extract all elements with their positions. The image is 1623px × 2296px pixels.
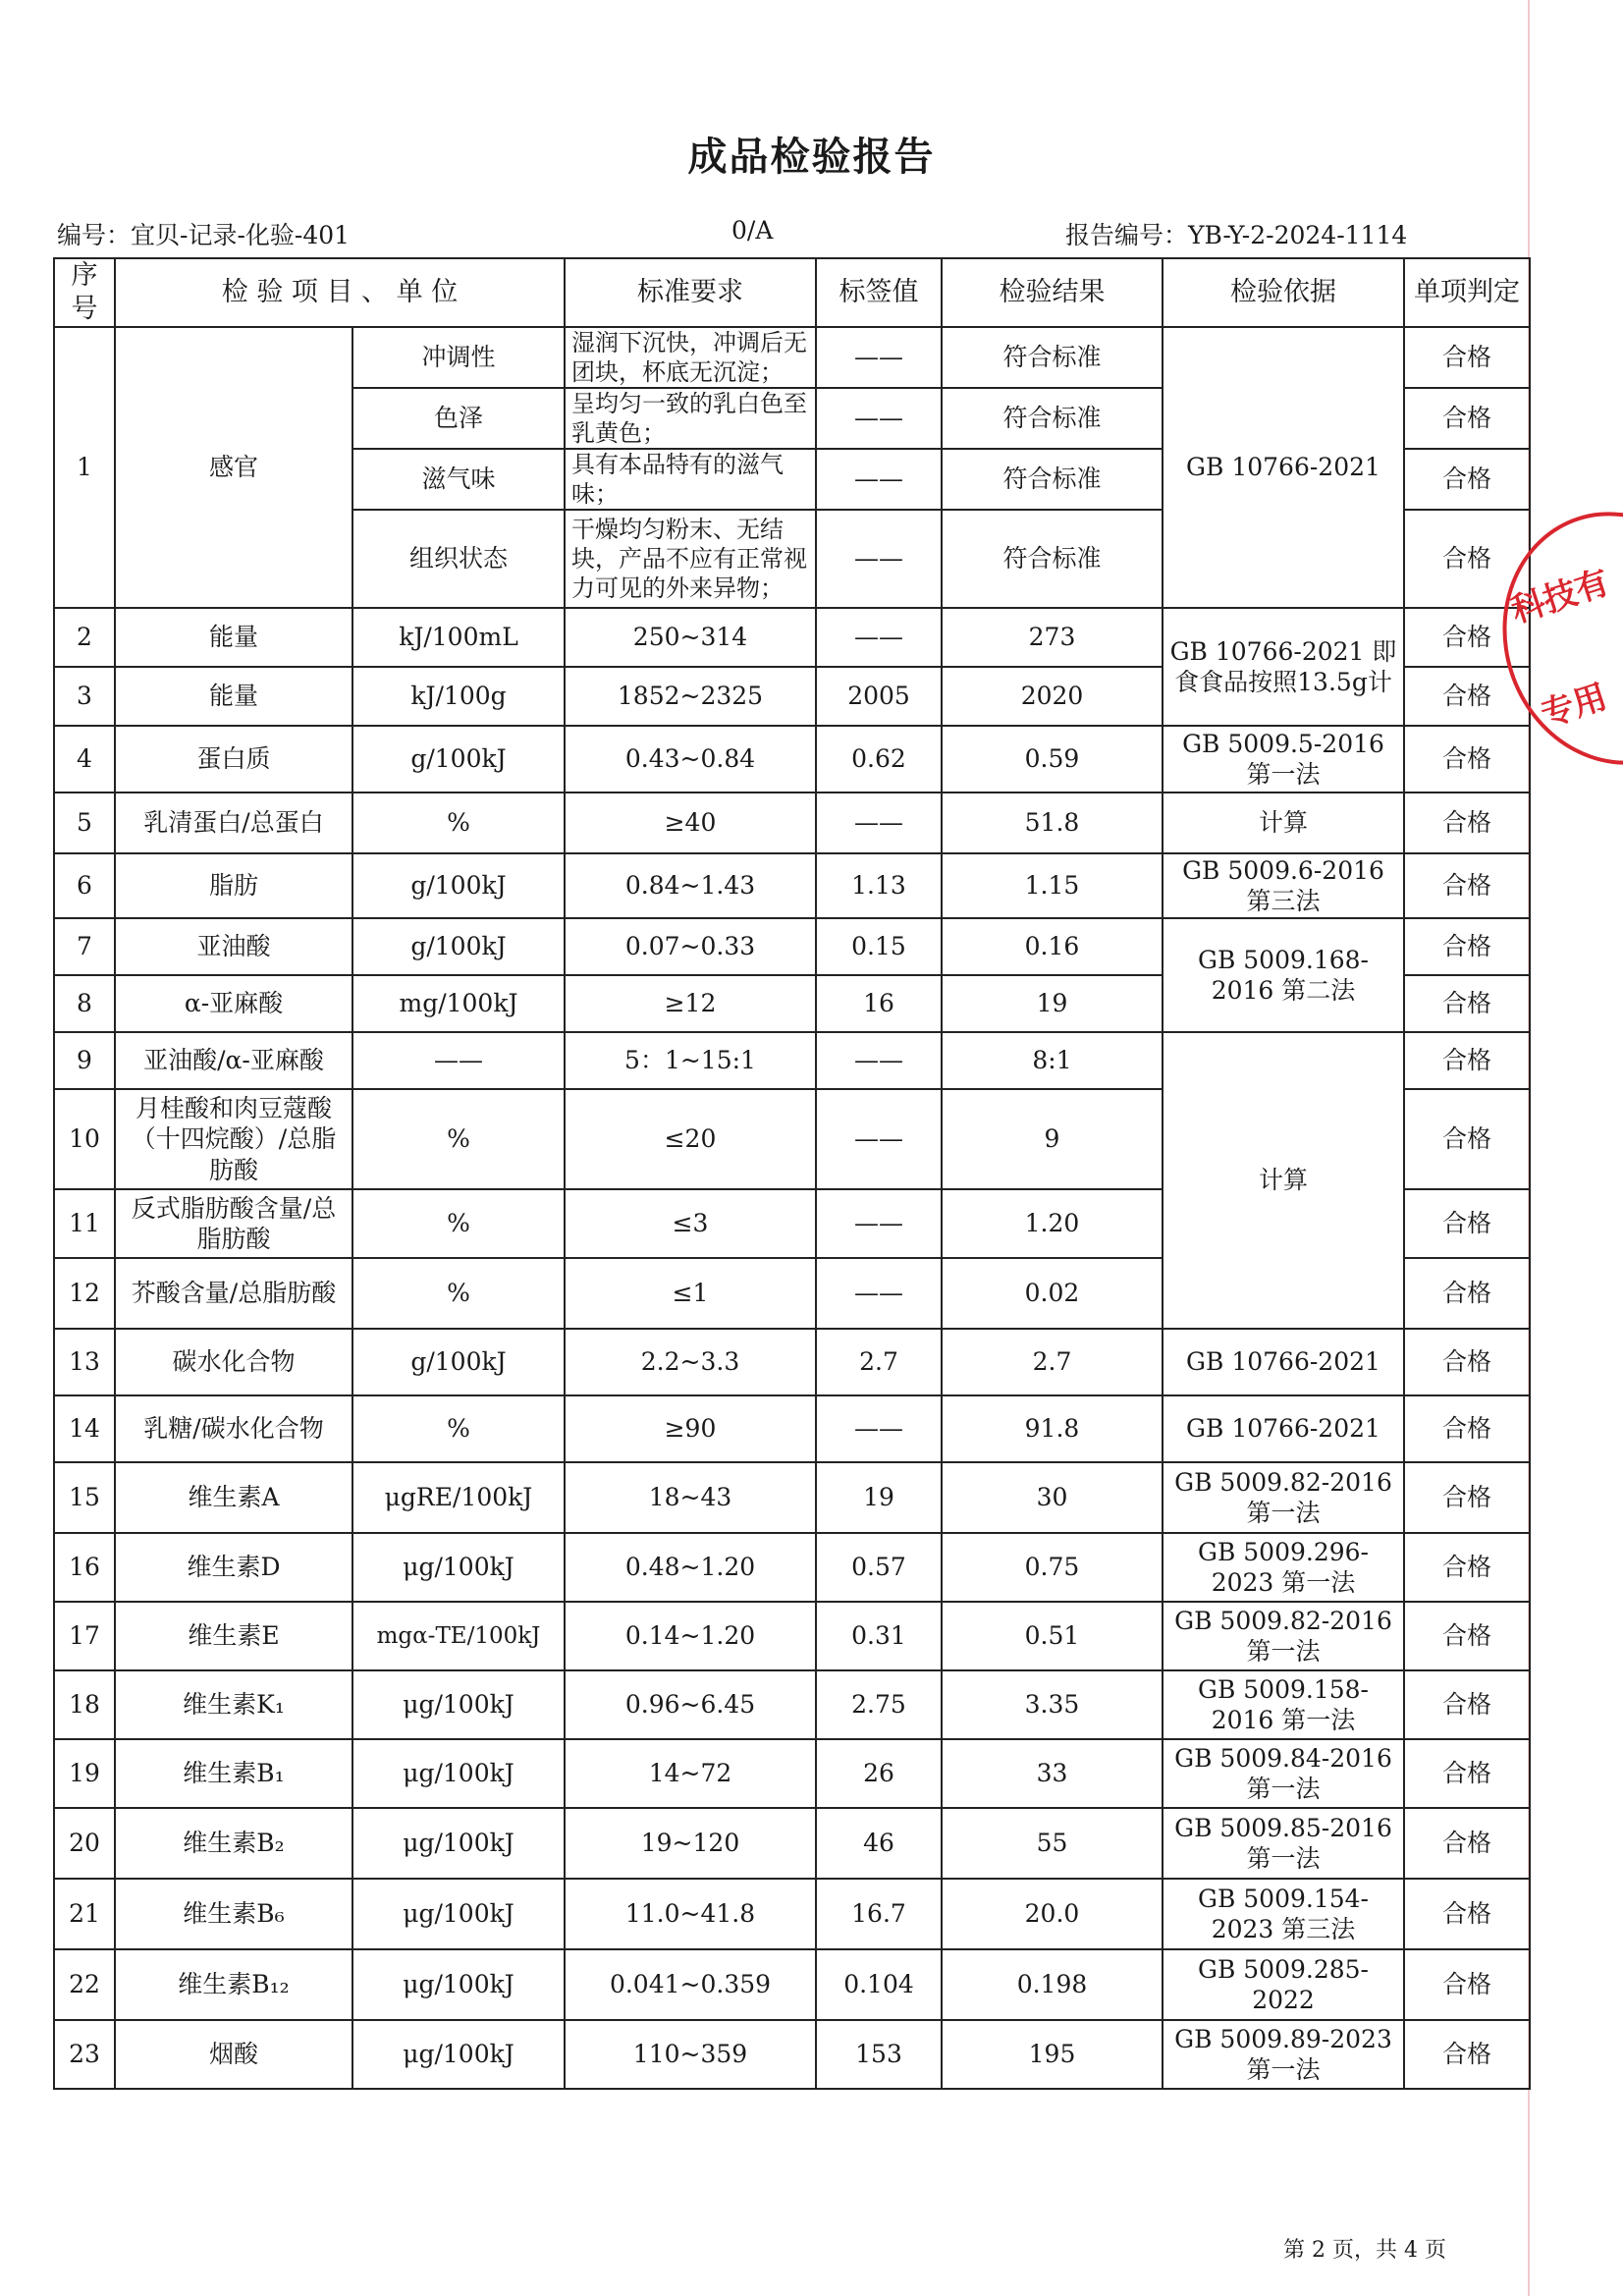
row-no: 20 xyxy=(54,1808,115,1879)
row-result: 19 xyxy=(942,975,1163,1032)
row-unit: kJ/100g xyxy=(352,667,565,726)
row-label-value: —— xyxy=(816,1089,942,1189)
row-item-group: 感官 xyxy=(115,327,352,608)
row-unit: % xyxy=(352,1258,565,1329)
row-unit: mg/100kJ xyxy=(352,975,565,1032)
table-row xyxy=(54,1949,1530,2020)
row-item: 维生素B₆ xyxy=(115,1879,352,1949)
row-no: 18 xyxy=(54,1670,115,1739)
row-label-value: —— xyxy=(816,449,942,510)
row-judgement: 合格 xyxy=(1404,1739,1530,1808)
row-no: 5 xyxy=(54,793,115,853)
table-row xyxy=(54,1329,1530,1395)
row-label-value: —— xyxy=(816,510,942,608)
row-basis: GB 10766-2021 即食食品按照13.5g计 xyxy=(1163,608,1404,726)
row-result: 33 xyxy=(942,1739,1163,1808)
row-result: 51.8 xyxy=(942,793,1163,853)
row-label-value: —— xyxy=(816,388,942,449)
row-result: 3.35 xyxy=(942,1670,1163,1739)
row-result: 0.51 xyxy=(942,1602,1163,1670)
row-basis: GB 5009.84-2016 第一法 xyxy=(1163,1739,1404,1808)
row-no: 21 xyxy=(54,1879,115,1949)
row-item: 脂肪 xyxy=(115,853,352,918)
row-unit: g/100kJ xyxy=(352,918,565,975)
table-row xyxy=(54,1602,1530,1670)
row-no: 22 xyxy=(54,1949,115,2020)
row-standard: 湿润下沉快，冲调后无团块，杯底无沉淀； xyxy=(565,327,816,388)
row-basis: GB 5009.85-2016 第一法 xyxy=(1163,1808,1404,1879)
row-judgement: 合格 xyxy=(1404,608,1530,667)
row-result: 2020 xyxy=(942,667,1163,726)
row-standard: 0.041~0.359 xyxy=(565,1949,816,2020)
row-judgement: 合格 xyxy=(1404,1808,1530,1879)
row-judgement: 合格 xyxy=(1404,388,1530,449)
row-item: 乳糖/碳水化合物 xyxy=(115,1395,352,1462)
row-subitem: 色泽 xyxy=(352,388,565,449)
table-row xyxy=(54,1879,1530,1949)
row-standard: 具有本品特有的滋气味； xyxy=(565,449,816,510)
row-result: 0.75 xyxy=(942,1533,1163,1602)
row-judgement: 合格 xyxy=(1404,1462,1530,1533)
row-item: 维生素B₁₂ xyxy=(115,1949,352,2020)
row-unit: % xyxy=(352,1189,565,1258)
table-row xyxy=(54,1032,1530,1089)
row-unit: μg/100kJ xyxy=(352,1670,565,1739)
row-standard: 0.14~1.20 xyxy=(565,1602,816,1670)
table-row xyxy=(54,726,1530,793)
row-unit: % xyxy=(352,793,565,853)
row-no: 10 xyxy=(54,1089,115,1189)
header-standard: 标准要求 xyxy=(565,258,816,327)
row-label-value: 1.13 xyxy=(816,853,942,918)
row-label-value: 16.7 xyxy=(816,1879,942,1949)
report-number: 报告编号：YB-Y-2-2024-1114 xyxy=(1065,221,1408,249)
row-result: 8:1 xyxy=(942,1032,1163,1089)
row-result: 0.16 xyxy=(942,918,1163,975)
row-standard: 0.43~0.84 xyxy=(565,726,816,793)
row-judgement: 合格 xyxy=(1404,1533,1530,1602)
row-unit: % xyxy=(352,1089,565,1189)
row-standard: ≥90 xyxy=(565,1395,816,1462)
header-item: 检 验 项 目 、 单 位 xyxy=(115,258,565,327)
row-label-value: 0.15 xyxy=(816,918,942,975)
row-item: 维生素K₁ xyxy=(115,1670,352,1739)
row-no: 15 xyxy=(54,1462,115,1533)
row-item: 维生素B₁ xyxy=(115,1739,352,1808)
row-unit: μg/100kJ xyxy=(352,2020,565,2089)
row-label-value: —— xyxy=(816,327,942,388)
row-item: 维生素B₂ xyxy=(115,1808,352,1879)
table-row xyxy=(54,1739,1530,1808)
row-item: 反式脂肪酸含量/总脂肪酸 xyxy=(115,1189,352,1258)
row-label-value: 2.7 xyxy=(816,1329,942,1395)
row-unit: μg/100kJ xyxy=(352,1949,565,2020)
row-no: 23 xyxy=(54,2020,115,2089)
row-unit: g/100kJ xyxy=(352,1329,565,1395)
row-label-value: 19 xyxy=(816,1462,942,1533)
row-judgement: 合格 xyxy=(1404,1329,1530,1395)
row-result: 0.59 xyxy=(942,726,1163,793)
row-standard: 18~43 xyxy=(565,1462,816,1533)
row-unit: g/100kJ xyxy=(352,853,565,918)
row-basis: GB 5009.82-2016 第一法 xyxy=(1163,1602,1404,1670)
row-label-value: 26 xyxy=(816,1739,942,1808)
row-result: 符合标准 xyxy=(942,449,1163,510)
row-judgement: 合格 xyxy=(1404,1032,1530,1089)
report-title: 成品检验报告 xyxy=(687,134,936,180)
row-item: 月桂酸和肉豆蔻酸（十四烷酸）/总脂肪酸 xyxy=(115,1089,352,1189)
row-result: 273 xyxy=(942,608,1163,667)
row-label-value: 0.57 xyxy=(816,1533,942,1602)
row-subitem: 组织状态 xyxy=(352,510,565,608)
row-item: 亚油酸/α-亚麻酸 xyxy=(115,1032,352,1089)
row-judgement: 合格 xyxy=(1404,1395,1530,1462)
row-label-value: 2.75 xyxy=(816,1670,942,1739)
header-no: 序号 xyxy=(54,258,115,327)
row-basis: GB 5009.154-2023 第三法 xyxy=(1163,1879,1404,1949)
row-label-value: —— xyxy=(816,608,942,667)
row-unit: kJ/100mL xyxy=(352,608,565,667)
row-label-value: 0.62 xyxy=(816,726,942,793)
row-label-value: 46 xyxy=(816,1808,942,1879)
row-result: 符合标准 xyxy=(942,388,1163,449)
row-result: 91.8 xyxy=(942,1395,1163,1462)
row-item: 能量 xyxy=(115,608,352,667)
row-unit: μg/100kJ xyxy=(352,1808,565,1879)
row-judgement: 合格 xyxy=(1404,449,1530,510)
table-row xyxy=(54,1670,1530,1739)
page-number: 第 2 页，共 4 页 xyxy=(1283,2238,1446,2263)
row-label-value: 2005 xyxy=(816,667,942,726)
row-result: 1.15 xyxy=(942,853,1163,918)
table-row xyxy=(54,1462,1530,1533)
document-version: 0/A xyxy=(731,216,774,245)
row-standard: ≥12 xyxy=(565,975,816,1032)
row-standard: 干燥均匀粉末、无结块，产品不应有正常视力可见的外来异物； xyxy=(565,510,816,608)
row-result: 符合标准 xyxy=(942,327,1163,388)
row-no: 1 xyxy=(54,327,115,608)
row-no: 16 xyxy=(54,1533,115,1602)
row-subitem: 滋气味 xyxy=(352,449,565,510)
row-result: 符合标准 xyxy=(942,510,1163,608)
row-result: 2.7 xyxy=(942,1329,1163,1395)
row-item: 蛋白质 xyxy=(115,726,352,793)
row-no: 8 xyxy=(54,975,115,1032)
row-basis: 计算 xyxy=(1163,1032,1404,1329)
row-no: 6 xyxy=(54,853,115,918)
seal-text-top: 科技有 xyxy=(1506,563,1614,631)
row-result: 30 xyxy=(942,1462,1163,1533)
row-standard: 14~72 xyxy=(565,1739,816,1808)
row-basis: 计算 xyxy=(1163,793,1404,853)
row-standard: 110~359 xyxy=(565,2020,816,2089)
row-judgement: 合格 xyxy=(1404,853,1530,918)
row-basis: GB 5009.82-2016 第一法 xyxy=(1163,1462,1404,1533)
row-standard: 250~314 xyxy=(565,608,816,667)
row-label-value: —— xyxy=(816,1395,942,1462)
row-item: 维生素A xyxy=(115,1462,352,1533)
row-standard: ≤1 xyxy=(565,1258,816,1329)
row-basis: GB 5009.285-2022 xyxy=(1163,1949,1404,2020)
table-row xyxy=(54,918,1530,975)
row-item: 亚油酸 xyxy=(115,918,352,975)
table-row xyxy=(54,853,1530,918)
inspection-table xyxy=(53,257,1531,2090)
row-basis: GB 10766-2021 xyxy=(1163,1395,1404,1462)
row-standard: 2.2~3.3 xyxy=(565,1329,816,1395)
row-basis: GB 10766-2021 xyxy=(1163,327,1404,608)
row-standard: 0.48~1.20 xyxy=(565,1533,816,1602)
row-judgement: 合格 xyxy=(1404,327,1530,388)
row-judgement: 合格 xyxy=(1404,1949,1530,2020)
row-judgement: 合格 xyxy=(1404,1879,1530,1949)
row-basis: GB 5009.6-2016 第三法 xyxy=(1163,853,1404,918)
row-unit: μg/100kJ xyxy=(352,1879,565,1949)
row-unit: g/100kJ xyxy=(352,726,565,793)
row-judgement: 合格 xyxy=(1404,1670,1530,1739)
row-judgement: 合格 xyxy=(1404,1258,1530,1329)
row-standard: 11.0~41.8 xyxy=(565,1879,816,1949)
seal-text-bottom: 专用 xyxy=(1536,677,1612,736)
row-no: 12 xyxy=(54,1258,115,1329)
row-judgement: 合格 xyxy=(1404,667,1530,726)
row-standard: 呈均匀一致的乳白色至乳黄色； xyxy=(565,388,816,449)
row-standard: 1852~2325 xyxy=(565,667,816,726)
row-subitem: 冲调性 xyxy=(352,327,565,388)
row-result: 1.20 xyxy=(942,1189,1163,1258)
row-item: α-亚麻酸 xyxy=(115,975,352,1032)
table-header-row xyxy=(54,258,1530,327)
row-item: 维生素E xyxy=(115,1602,352,1670)
row-standard: 0.96~6.45 xyxy=(565,1670,816,1739)
row-judgement: 合格 xyxy=(1404,726,1530,793)
row-standard: ≥40 xyxy=(565,793,816,853)
row-label-value: —— xyxy=(816,1189,942,1258)
row-no: 13 xyxy=(54,1329,115,1395)
row-item: 能量 xyxy=(115,667,352,726)
document-number: 编号：宜贝-记录-化验-401 xyxy=(57,221,351,249)
row-item: 芥酸含量/总脂肪酸 xyxy=(115,1258,352,1329)
row-no: 14 xyxy=(54,1395,115,1462)
row-basis: GB 5009.158-2016 第一法 xyxy=(1163,1670,1404,1739)
row-standard: ≤20 xyxy=(565,1089,816,1189)
row-item: 烟酸 xyxy=(115,2020,352,2089)
row-result: 20.0 xyxy=(942,1879,1163,1949)
row-judgement: 合格 xyxy=(1404,2020,1530,2089)
row-item: 碳水化合物 xyxy=(115,1329,352,1395)
row-no: 3 xyxy=(54,667,115,726)
row-label-value: —— xyxy=(816,1032,942,1089)
row-judgement: 合格 xyxy=(1404,1602,1530,1670)
row-basis: GB 5009.89-2023 第一法 xyxy=(1163,2020,1404,2089)
row-judgement: 合格 xyxy=(1404,510,1530,608)
row-basis: GB 10766-2021 xyxy=(1163,1329,1404,1395)
table-row xyxy=(54,793,1530,853)
table-row xyxy=(54,327,1530,388)
row-label-value: —— xyxy=(816,1258,942,1329)
table-row xyxy=(54,1808,1530,1879)
row-item: 维生素D xyxy=(115,1533,352,1602)
row-basis: GB 5009.296-2023 第一法 xyxy=(1163,1533,1404,1602)
row-no: 7 xyxy=(54,918,115,975)
row-standard: 5：1~15:1 xyxy=(565,1032,816,1089)
row-judgement: 合格 xyxy=(1404,793,1530,853)
row-result: 195 xyxy=(942,2020,1163,2089)
row-unit: % xyxy=(352,1395,565,1462)
row-no: 9 xyxy=(54,1032,115,1089)
row-basis: GB 5009.168-2016 第二法 xyxy=(1163,918,1404,1032)
row-unit: —— xyxy=(352,1032,565,1089)
header-judgement: 单项判定 xyxy=(1404,258,1530,327)
row-standard: 19~120 xyxy=(565,1808,816,1879)
row-judgement: 合格 xyxy=(1404,918,1530,975)
table-row xyxy=(54,608,1530,667)
row-no: 2 xyxy=(54,608,115,667)
row-standard: 0.84~1.43 xyxy=(565,853,816,918)
row-unit: μg/100kJ xyxy=(352,1533,565,1602)
header-label-value: 标签值 xyxy=(816,258,942,327)
row-result: 9 xyxy=(942,1089,1163,1189)
row-no: 17 xyxy=(54,1602,115,1670)
row-result: 0.198 xyxy=(942,1949,1163,2020)
row-label-value: 16 xyxy=(816,975,942,1032)
row-label-value: 0.104 xyxy=(816,1949,942,2020)
table-row xyxy=(54,1533,1530,1602)
row-unit: μgRE/100kJ xyxy=(352,1462,565,1533)
row-result: 55 xyxy=(942,1808,1163,1879)
row-no: 4 xyxy=(54,726,115,793)
table-row xyxy=(54,1395,1530,1462)
row-label-value: 153 xyxy=(816,2020,942,2089)
table-row xyxy=(54,2020,1530,2089)
row-standard: 0.07~0.33 xyxy=(565,918,816,975)
row-judgement: 合格 xyxy=(1404,1189,1530,1258)
row-label-value: —— xyxy=(816,793,942,853)
row-no: 11 xyxy=(54,1189,115,1258)
row-judgement: 合格 xyxy=(1404,975,1530,1032)
row-label-value: 0.31 xyxy=(816,1602,942,1670)
row-item: 乳清蛋白/总蛋白 xyxy=(115,793,352,853)
row-standard: ≤3 xyxy=(565,1189,816,1258)
row-basis: GB 5009.5-2016 第一法 xyxy=(1163,726,1404,793)
row-result: 0.02 xyxy=(942,1258,1163,1329)
row-unit: μg/100kJ xyxy=(352,1739,565,1808)
row-no: 19 xyxy=(54,1739,115,1808)
header-basis: 检验依据 xyxy=(1163,258,1404,327)
header-result: 检验结果 xyxy=(942,258,1163,327)
row-judgement: 合格 xyxy=(1404,1089,1530,1189)
row-unit: mgα-TE/100kJ xyxy=(352,1602,565,1670)
